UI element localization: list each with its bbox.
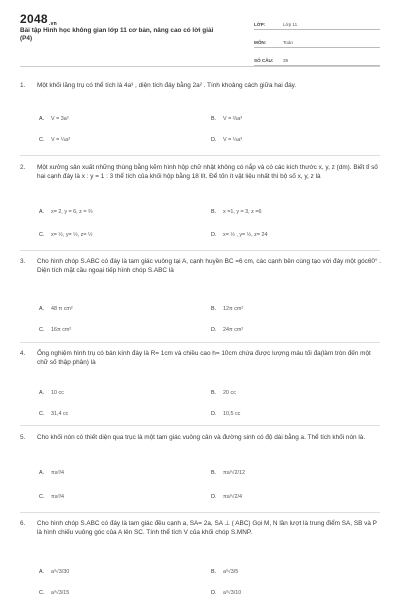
option-a[interactable] [39, 470, 64, 476]
worksheet-title: Bài tập Hình học không gian lớp 11 cơ bản, nâng cao có lời giải (P4) [20, 27, 214, 43]
option-text: a³√3/30 [51, 569, 70, 575]
option-text: V = ¼a³ [51, 137, 71, 143]
question-text: Một xưởng sản xuất những thùng bằng kẽm hình hộp chữ nhật không có nắp và có các kích thước x, y, z (dm). Biết tỉ số hai cạnh đáy là x : y = 1 : 3 thể tích của khối hộp bằng 18 lít. Để tốn ít vật liệu nhất thì bộ số x, y, z là [37, 164, 378, 180]
question-number: 4. [20, 350, 26, 357]
option-letter: D. [211, 411, 217, 417]
option-a[interactable] [39, 390, 64, 396]
option-letter: C. [39, 137, 45, 143]
question-divider [20, 425, 380, 426]
option-text: a³√3/10 [223, 590, 242, 596]
option-text: 10,5 cc [223, 411, 241, 417]
option-letter: D. [211, 327, 217, 333]
option-letter: C. [39, 327, 45, 333]
option-letter: C. [39, 232, 45, 238]
option-b[interactable] [211, 209, 262, 215]
question-number: 6. [20, 520, 26, 527]
question-text: Ống nghiệm hình trụ có bán kính đáy là R= 1cm và chiều cao h= 10cm chứa được lượng máu tối đa(làm tròn đến một chữ số thập phân) là [37, 350, 371, 366]
option-letter: B. [211, 209, 217, 215]
question-number: 3. [20, 258, 26, 265]
option-text: V = ⅔a³ [223, 116, 243, 122]
question-number: 2. [20, 164, 26, 171]
meta-key: SỐ CÂU: [254, 58, 274, 63]
option-d[interactable] [211, 327, 243, 333]
option-letter: D. [211, 590, 217, 596]
option-b[interactable] [211, 470, 245, 476]
option-c[interactable] [39, 137, 70, 143]
option-letter: A. [39, 116, 45, 122]
option-c[interactable] [39, 411, 68, 417]
option-text: V = ¼a³ [223, 137, 243, 143]
option-d[interactable] [211, 137, 242, 143]
option-letter: A. [39, 390, 45, 396]
option-letter: B. [211, 390, 217, 396]
option-text: x= 2, y = 6, z = ⅔ [51, 209, 93, 215]
option-letter: B. [211, 116, 217, 122]
option-letter: A. [39, 569, 45, 575]
option-letter: B. [211, 569, 217, 575]
option-text: x =1, y = 3, z =6 [223, 209, 262, 215]
option-a[interactable] [39, 209, 93, 215]
option-text: 48 π cm² [51, 306, 73, 312]
worksheet-header [0, 0, 400, 66]
worksheet-meta [254, 14, 380, 68]
option-text: 16π cm² [51, 327, 72, 333]
meta-value: 39 [283, 58, 289, 63]
option-letter: C. [39, 411, 45, 417]
option-letter: B. [211, 470, 217, 476]
option-c[interactable] [39, 232, 93, 238]
option-a[interactable] [39, 569, 69, 575]
option-text: a³√3/5 [223, 569, 239, 575]
question-divider [20, 155, 380, 156]
question-divider [20, 250, 380, 251]
option-letter: C. [39, 494, 45, 500]
option-text: 24π cm² [223, 327, 244, 333]
option-letter: D. [211, 494, 217, 500]
question-divider [20, 342, 380, 343]
option-text: πa³/4 [51, 494, 65, 500]
option-text: V = 3a³ [51, 116, 69, 122]
meta-row-subject [254, 32, 380, 48]
option-b[interactable] [211, 390, 236, 396]
meta-key: MÔN: [254, 40, 267, 45]
question-number: 1. [20, 82, 26, 89]
question-text: Một khối lăng trụ có thể tích là 4a³ , diện tích đáy bằng 2a² . Tính khoảng cách giữa hai đáy. [37, 82, 297, 89]
site-logo[interactable] [20, 12, 57, 26]
option-b[interactable] [211, 306, 243, 312]
option-b[interactable] [211, 569, 238, 575]
question-divider [20, 512, 380, 513]
option-a[interactable] [39, 116, 69, 122]
option-c[interactable] [39, 494, 64, 500]
option-letter: D. [211, 232, 217, 238]
option-c[interactable] [39, 327, 71, 333]
meta-key: LỚP: [254, 22, 266, 27]
option-text: a³√3/15 [51, 590, 70, 596]
option-d[interactable] [211, 411, 240, 417]
option-c[interactable] [39, 590, 69, 596]
question-number: 5. [20, 434, 26, 441]
meta-value: Toán [283, 40, 293, 45]
option-text: 10 cc [51, 390, 64, 396]
question-text: Cho khối nón có thiết diện qua trục là một tam giác vuông cân và đường sinh có độ dài bằng a. Thể tích khối nón là. [37, 434, 366, 441]
option-text: 12π cm² [223, 306, 244, 312]
option-letter: D. [211, 137, 217, 143]
meta-value: Lớp 11 [283, 22, 298, 27]
meta-row-class [254, 14, 380, 30]
option-text: πa³√2/12 [223, 470, 245, 476]
option-text: x= ½, y= ½, z= ½ [51, 232, 93, 238]
question-text: Cho hình chóp S.ABC có đáy là tam giác vuông tại A, cạnh huyền BC =6 cm, các cạnh bên cùng tạo với đáy một góc60° . Diện tích mặt cầu ngoại tiếp hình chóp S.ABC là [37, 258, 382, 274]
option-text: 20 cc [223, 390, 236, 396]
option-letter: B. [211, 306, 217, 312]
option-d[interactable] [211, 232, 268, 238]
option-b[interactable] [211, 116, 242, 122]
meta-row-count [254, 50, 380, 66]
option-letter: A. [39, 470, 45, 476]
logo-main: 2048 [20, 12, 48, 26]
option-d[interactable] [211, 494, 242, 500]
header-divider [20, 66, 380, 67]
option-text: x= ½ , y= ½, z= 24 [223, 232, 268, 238]
option-d[interactable] [211, 590, 241, 596]
option-letter: A. [39, 306, 45, 312]
option-text: 31,4 cc [51, 411, 69, 417]
option-text: πa³/4 [51, 470, 65, 476]
option-letter: C. [39, 590, 45, 596]
question-text: Cho hình chóp S.ABC có đáy là tam giác đều cạnh a, SA= 2a, SA ⊥ ( ABC) Gọi M, N lần lượt là trung điểm SA, SB và P là hình chiếu vuông góc của A lên SC. Tính thể tích V của khối chóp S.MNP. [37, 520, 377, 536]
option-text: πa³√2/4 [223, 494, 242, 500]
option-letter: A. [39, 209, 45, 215]
option-a[interactable] [39, 306, 73, 312]
logo-sub: .vn [48, 21, 58, 27]
